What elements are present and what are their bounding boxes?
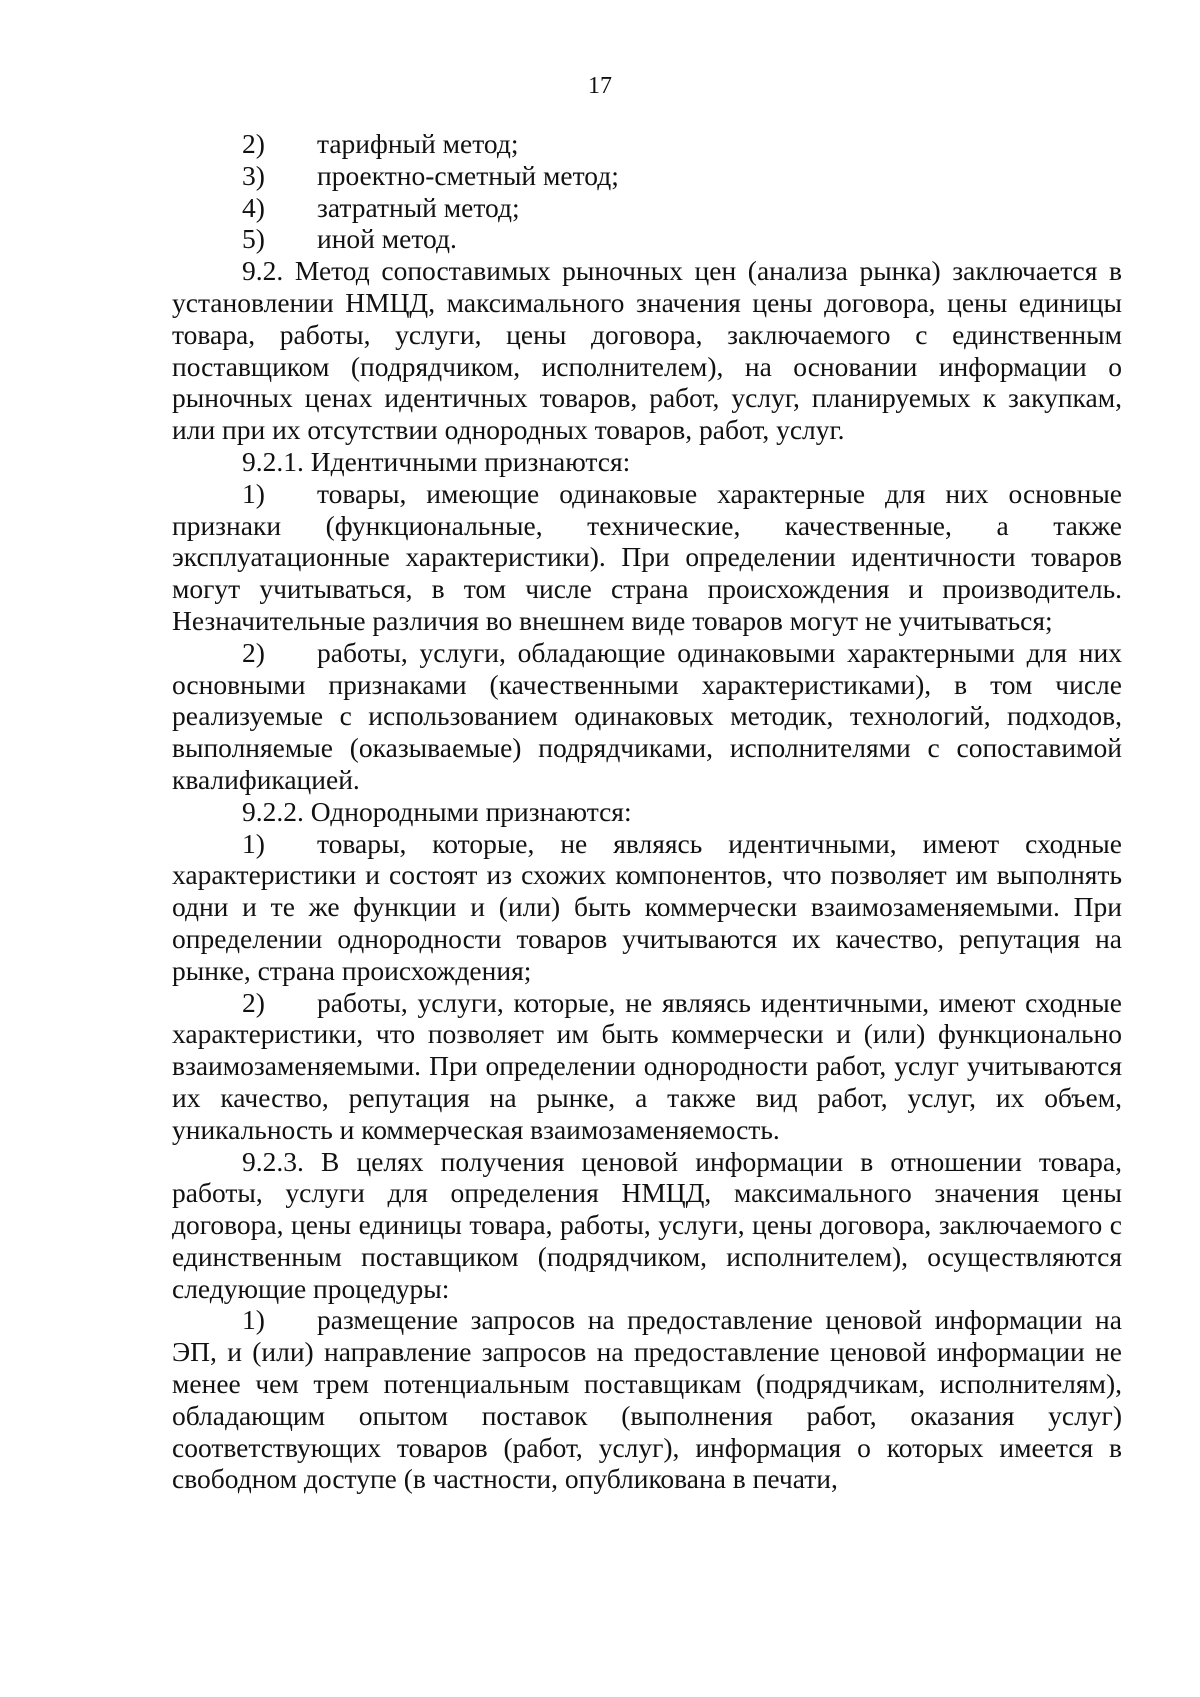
list-item-homogeneous-works xyxy=(172,987,1122,1146)
list-item-method xyxy=(172,223,1122,255)
list-item-text: товары, которые, не являясь идентичными, имеют сходные характеристики и состоят из схожих компонентов, что позволяет им выполнять одни и те же функции и (или) быть коммерчески взаимозаменяемыми. При определении однородности товаров учитываются их качество, репутация на рынке, страна происхождения; xyxy=(172,827,1122,986)
list-item-number: 1) xyxy=(242,827,265,859)
list-item-text: тарифный метод; xyxy=(317,128,519,159)
list-item-number: 2) xyxy=(242,636,265,668)
paragraph-9-2: 9.2. Метод сопоставимых рыночных цен (анализа рынка) заключается в установлении НМЦД, максимального значения цены договора, цены единицы товара, работы, услуги, цены договора, заключаемого с единственным поставщиком (подрядчиком, исполнителем), на основании информации о рыночных ценах идентичных товаров, работ, услуг, планируемых к закупкам, или при их отсутствии однородных товаров, работ, услуг. xyxy=(172,255,1122,446)
list-item-price-requests xyxy=(172,1304,1122,1495)
page-number: 17 xyxy=(588,73,612,99)
list-item-number: 3) xyxy=(242,159,265,191)
list-item-text: проектно-сметный метод; xyxy=(317,159,619,191)
list-item-text: работы, услуги, которые, не являясь идентичными, имеют сходные характеристики, что позволяет им быть коммерчески и (или) функционально взаимозаменяемыми. При определении однородности работ, услуг учитываются их качество, репутация на рынке, а также вид работ, услуг, их объем, уникальность и коммерческая взаимозаменяемость. xyxy=(172,986,1122,1145)
list-item-number: 4) xyxy=(242,191,265,223)
list-item-method xyxy=(172,192,1122,224)
document-body xyxy=(172,128,1122,1495)
heading-9-2-1: 9.2.1. Идентичными признаются: xyxy=(242,445,631,477)
heading-9-2-2: 9.2.2. Однородными признаются: xyxy=(242,795,632,827)
paragraph-9-2-3: 9.2.3. В целях получения ценовой информации в отношении товара, работы, услуги для определения НМЦД, максимального значения цены договора, цены единицы товара, работы, услуги, цены договора, заключаемого с единственным поставщиком (подрядчиком, исполнителем), осуществляются следующие процедуры: xyxy=(172,1145,1122,1304)
list-item-identical-goods xyxy=(172,478,1122,637)
list-item-number: 2) xyxy=(242,128,265,159)
list-item-homogeneous-goods xyxy=(172,828,1122,987)
list-item-text: размещение запросов на предоставление ценовой информации на ЭП, и (или) направление запросов на предоставление ценовой информации не менее чем трем потенциальным поставщикам (подрядчикам, исполнителям), обладающим опытом поставок (выполнения работ, оказания услуг) соответствующих товаров (работ, услуг), информация о которых имеется в свободном доступе (в частности, опубликована в печати, xyxy=(172,1304,1122,1495)
list-item-text: иной метод. xyxy=(317,223,457,255)
list-item-method xyxy=(172,160,1122,192)
list-item-method xyxy=(172,128,1122,160)
list-item-text: товары, имеющие одинаковые характерные для них основные признаки (функциональные, технические, качественные, а также эксплуатационные характеристики). При определении идентичности товаров могут учитываться, в том числе страна происхождения и производитель. Незначительные различия во внешнем виде товаров могут не учитываться; xyxy=(172,477,1122,636)
list-item-identical-works xyxy=(172,637,1122,796)
list-item-number: 5) xyxy=(242,223,265,255)
list-item-text: затратный метод; xyxy=(317,191,520,223)
list-item-number: 1) xyxy=(242,1304,265,1336)
list-item-text: работы, услуги, обладающие одинаковыми характерными для них основными признаками (качественными характеристиками), в том числе реализуемые с использованием одинаковых методик, технологий, подходов, выполняемые (оказываемые) подрядчиками, исполнителями с сопоставимой квалификацией. xyxy=(172,636,1122,795)
list-item-number: 2) xyxy=(242,986,265,1018)
list-item-number: 1) xyxy=(242,477,265,509)
